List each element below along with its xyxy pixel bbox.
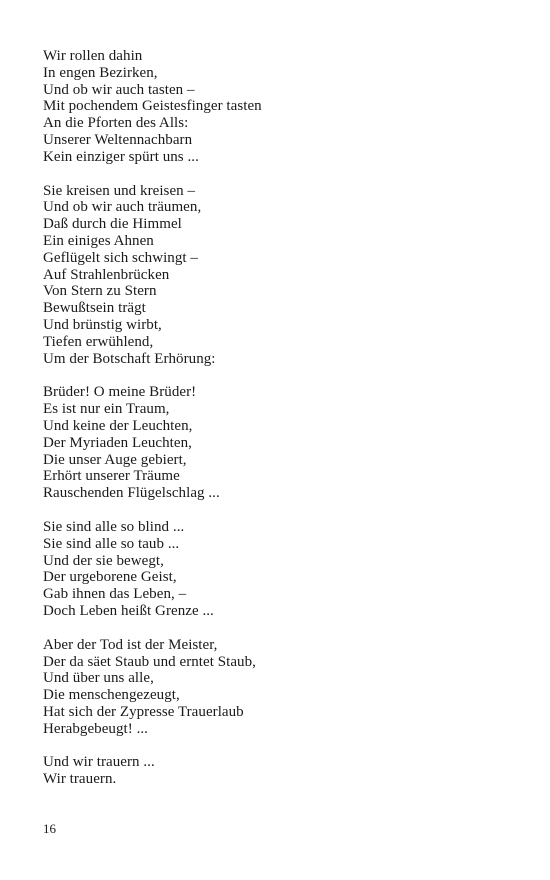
poem-line: Bewußtsein trägt: [43, 300, 146, 317]
poem-line: Sie kreisen und kreisen –: [43, 182, 196, 199]
poem-line: Der Myriaden Leuchten,: [43, 434, 192, 451]
poem-line: Der urgeborene Geist,: [43, 569, 177, 586]
poem-line: Erhört unserer Träume: [43, 468, 180, 485]
poem-line: Brüder! O meine Brüder!: [43, 384, 197, 401]
poem-line: Von Stern zu Stern: [43, 283, 157, 300]
poem-line: Und ob wir auch tasten –: [43, 81, 195, 98]
poem-line: Sie sind alle so taub ...: [43, 535, 180, 552]
poem-line: Und über uns alle,: [43, 670, 154, 687]
poem-line: Und ob wir auch träumen,: [43, 199, 202, 216]
poem-line: Wir rollen dahin: [43, 48, 143, 64]
poem-line: In engen Bezirken,: [43, 64, 158, 81]
poem-line: Die unser Auge gebiert,: [43, 451, 187, 468]
poem-line: Gab ihnen das Leben, –: [43, 586, 187, 603]
poem-line: Aber der Tod ist der Meister,: [43, 636, 218, 653]
poem-line: Mit pochendem Geistesfinger tasten: [43, 98, 262, 115]
poem-line: Sie sind alle so blind ...: [43, 518, 185, 535]
poem-line: Herabgebeugt! ...: [43, 720, 148, 737]
poem-line: Kein einziger spürt uns ...: [43, 148, 199, 165]
poem-line: Doch Leben heißt Grenze ...: [43, 602, 214, 619]
stanza: [43, 384, 523, 502]
poem-line: Die menschengezeugt,: [43, 687, 180, 704]
poem-line: Hat sich der Zypresse Trauerlaub: [43, 703, 244, 720]
poem-line: Um der Botschaft Erhörung:: [43, 350, 216, 367]
stanza: [43, 637, 523, 738]
poem-line: Wir trauern.: [43, 771, 117, 788]
stanza: [43, 754, 523, 788]
poem-line: Und wir trauern ...: [43, 754, 155, 771]
poem-line: Geflügelt sich schwingt –: [43, 249, 198, 266]
poem-line: Und brünstig wirbt,: [43, 316, 162, 333]
poem-line: Und der sie bewegt,: [43, 552, 164, 569]
poem-line: Unserer Weltennachbarn: [43, 131, 193, 148]
poem-line: Ein einiges Ahnen: [43, 232, 154, 249]
poem-line: Und keine der Leuchten,: [43, 417, 193, 434]
stanza: [43, 183, 523, 368]
poem-line: Daß durch die Himmel: [43, 216, 182, 233]
poem-line: Der da säet Staub und erntet Staub,: [43, 653, 256, 670]
poem-line: Tiefen erwühlend,: [43, 333, 154, 350]
page-number: 16: [43, 821, 56, 836]
poem-line: Auf Strahlenbrücken: [43, 266, 170, 283]
poem-line: Es ist nur ein Traum,: [43, 401, 170, 418]
stanza: [43, 48, 523, 166]
poem: [43, 48, 523, 805]
poem-line: Rauschenden Flügelschlag ...: [43, 485, 220, 502]
poem-line: An die Pforten des Alls:: [43, 115, 189, 132]
stanza: [43, 519, 523, 620]
